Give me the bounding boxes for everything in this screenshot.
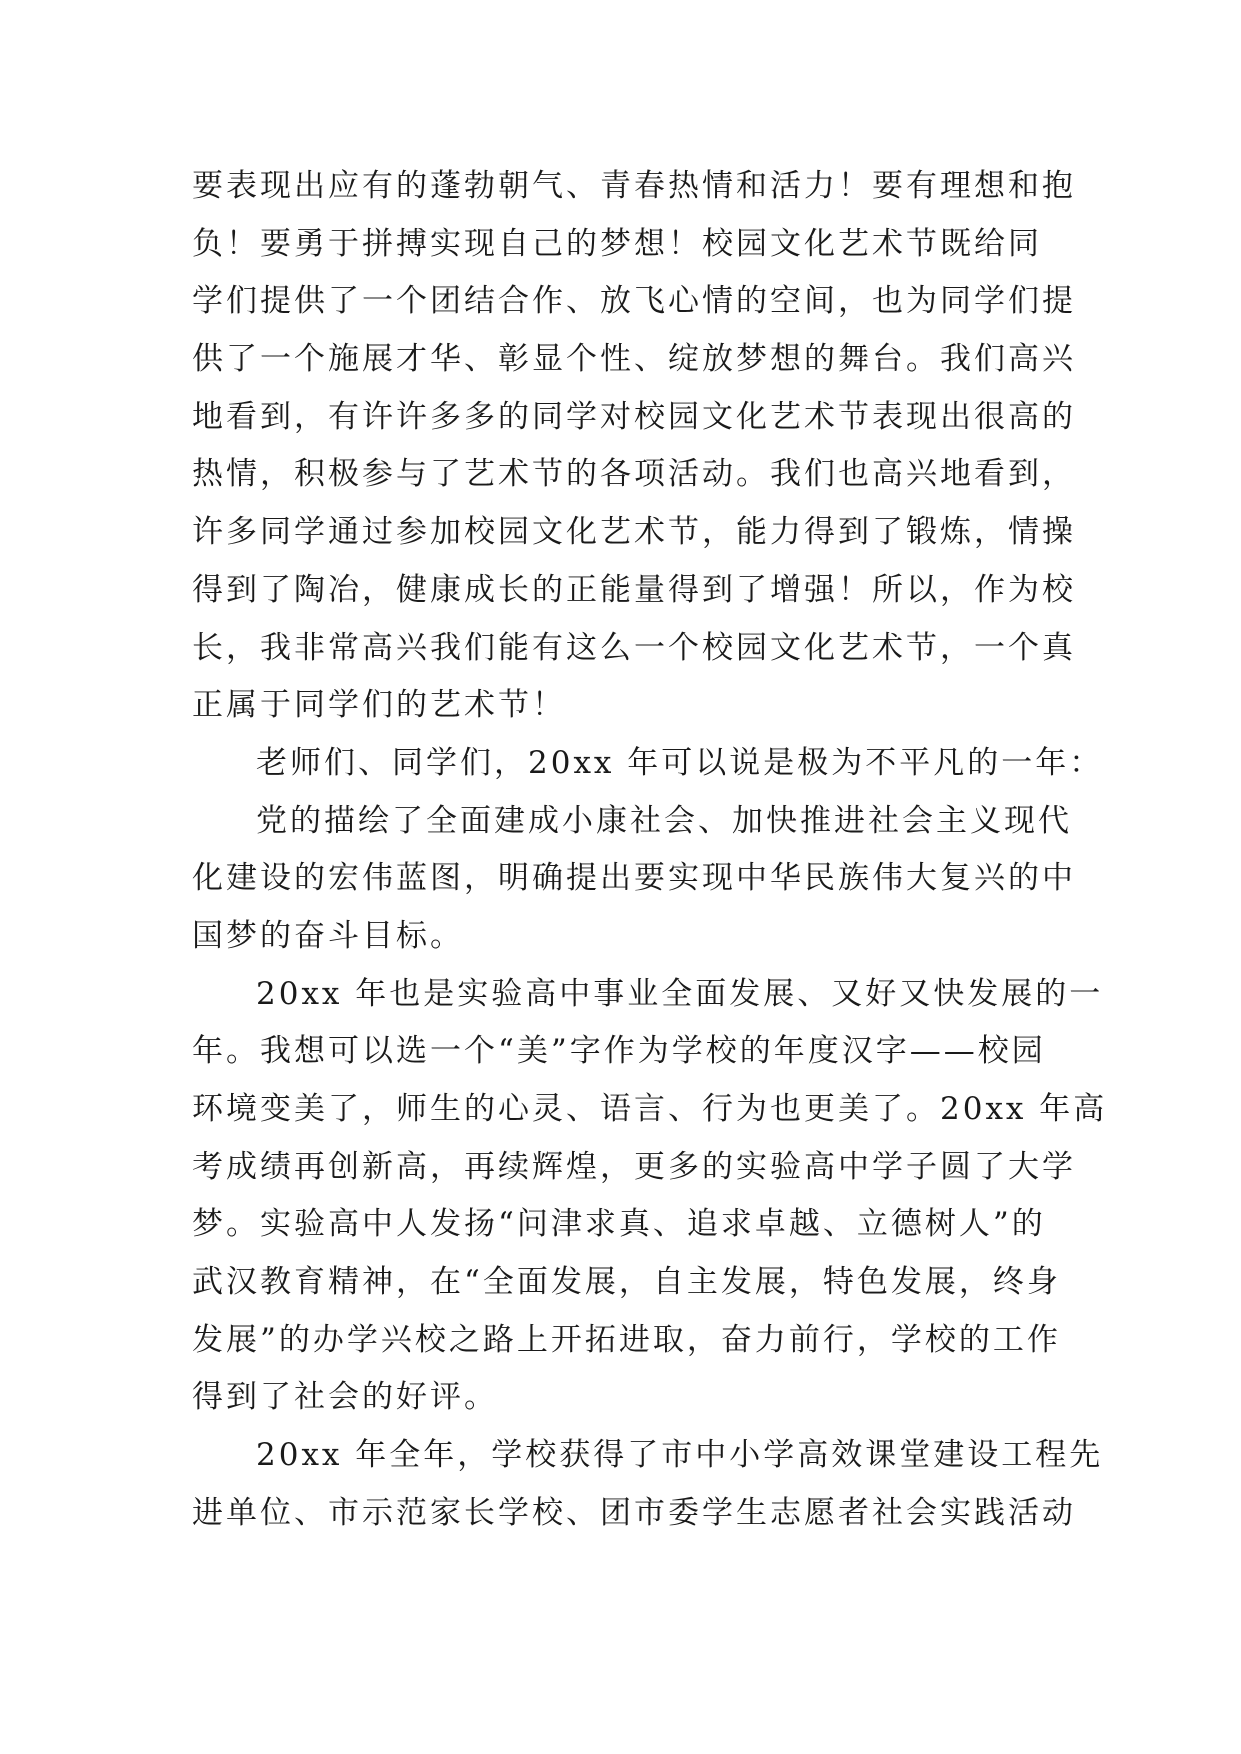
text-line: 梦。实验高中人发扬“问津求真、追求卓越、立德树人”的: [192, 1206, 1046, 1243]
text-line: 发展”的办学兴校之路上开拓进取，奋力前行，学校的工作: [192, 1321, 1061, 1358]
text-line: 武汉教育精神，在“全面发展，自主发展，特色发展，终身: [192, 1264, 1061, 1301]
body-text: [192, 158, 1108, 1543]
text-line: 国梦的奋斗目标。: [192, 917, 464, 954]
text-line: 负！要勇于拼搏实现自己的梦想！校园文化艺术节既给同: [192, 225, 1042, 262]
text-line: 热情，积极参与了艺术节的各项活动。我们也高兴地看到，: [192, 456, 1076, 493]
text-line: 考成绩再创新高，再续辉煌，更多的实验高中学子圆了大学: [192, 1148, 1076, 1185]
text-line: 地看到，有许许多多的同学对校园文化艺术节表现出很高的: [192, 398, 1076, 435]
text-line: 20xx 年全年，学校获得了市中小学高效课堂建设工程先: [256, 1437, 1104, 1474]
text-line: 党的描绘了全面建成小康社会、加快推进社会主义现代: [256, 802, 1072, 839]
text-line: 年。我想可以选一个“美”字作为学校的年度汉字——校园: [192, 1033, 1046, 1070]
text-line: 要表现出应有的蓬勃朝气、青春热情和活力！要有理想和抱: [192, 168, 1076, 204]
text-line: 环境变美了，师生的心灵、语言、行为也更美了。20xx 年高: [192, 1091, 1108, 1127]
text-line: 供了一个施展才华、彰显个性、绽放梦想的舞台。我们高兴: [192, 341, 1076, 378]
text-line: 得到了陶冶，健康成长的正能量得到了增强！所以，作为校: [192, 571, 1076, 608]
text-line: 进单位、市示范家长学校、团市委学生志愿者社会实践活动: [192, 1494, 1076, 1531]
text-line: 正属于同学们的艺术节！: [192, 687, 566, 724]
text-line: 学们提供了一个团结合作、放飞心情的空间，也为同学们提: [192, 283, 1076, 320]
text-line: 许多同学通过参加校园文化艺术节，能力得到了锻炼，情操: [192, 514, 1076, 551]
text-line: 20xx 年也是实验高中事业全面发展、又好又快发展的一: [256, 975, 1104, 1012]
text-line: 长，我非常高兴我们能有这么一个校园文化艺术节，一个真: [192, 629, 1076, 666]
text-line: 老师们、同学们，20xx 年可以说是极为不平凡的一年：: [256, 744, 1104, 781]
text-line: 化建设的宏伟蓝图，明确提出要实现中华民族伟大复兴的中: [192, 860, 1076, 897]
text-line: 得到了社会的好评。: [192, 1379, 498, 1416]
